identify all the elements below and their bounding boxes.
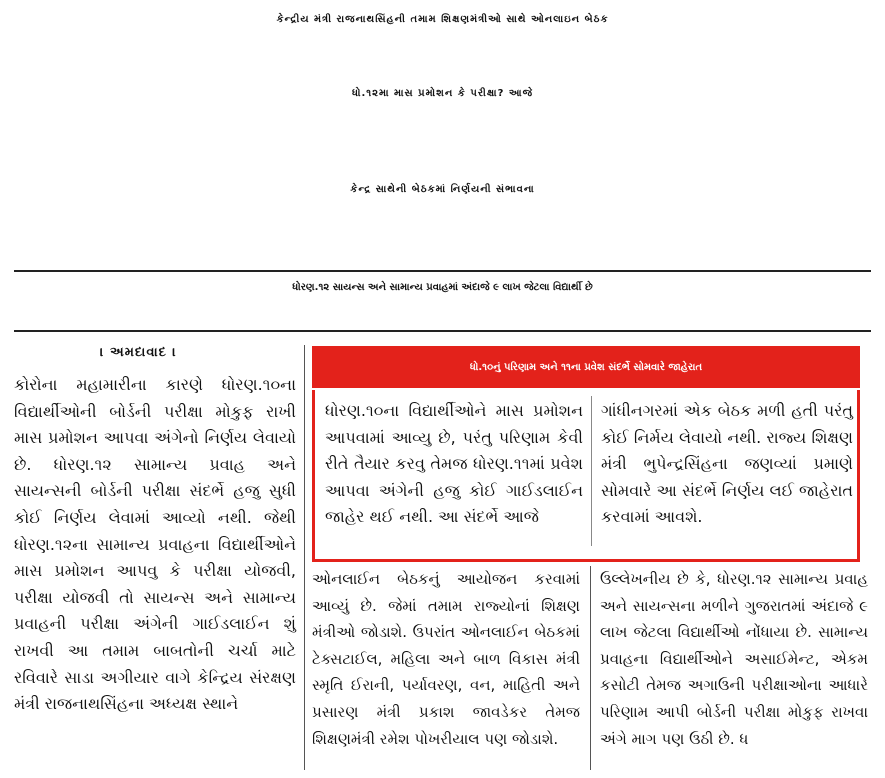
box-column-2-text: ગાંધીનગરમાં એક બેઠક મળી હતી પરંતુ કોઈ નિર્મય લેવાયો નથી. રાજ્ય શિક્ષણ મંત્રી ભુપેન્દ્રસિંહના જણવ્યાં પ્રમાણે સોમવારે આ સંદર્ભે નિર્ણય લઈ જાહેરાત કરવામાં આવશે. bbox=[601, 401, 853, 527]
dateline: । અમદાવાદ । bbox=[100, 345, 177, 360]
headline-line-1: ધો.૧૨મા માસ પ્રમોશન કે પરીક્ષા? આજે bbox=[351, 88, 534, 99]
article-column-4 bbox=[600, 566, 868, 752]
column-3-text: ઓનલાઈન બેઠકનું આયોજન કરવામાં આવ્યું છે. જેમાં તમામ રાજ્યોનાં શિક્ષણ મંત્રીઓ જોડાશે. ઉપરાંત ઓનલાઈન બેઠકમાં ટેક્સટાઈલ, મહિલા અને બાળ વિકાસ મંત્રી સ્મૃતિ ઈરાની, પર્યાવરણ, વન, માહિતી અને પ્રસારણ મંત્રી પ્રકાશ જાવડેકર તેમજ શિક્ષણમંત્રી રમેશ પોખરીયાલ પણ જોડાશે. bbox=[312, 570, 580, 748]
article-column-3 bbox=[312, 566, 580, 752]
box-column-1-text: ધોરણ.૧૦ના વિદ્યાર્થીઓને માસ પ્રમોશન આપવામાં આવ્યુ છે, પરંતુ પરિણામ કેવી રીતે તૈયાર કરવુ તેમજ ધોરણ.૧૧માં પ્રવેશ આપવા અંગેની હજુ કોઈ ગાઈડલાઈન જાહેર થઈ નથી. આ સંદર્ભે આજે bbox=[325, 401, 583, 527]
headline-line-2: કેન્દ્ર સાથેની બેઠકમાં નિર્ણયની સંભાવના bbox=[350, 184, 535, 195]
box-column-1 bbox=[325, 398, 583, 531]
divider-top bbox=[14, 270, 871, 272]
column-separator bbox=[304, 345, 305, 770]
box-column-2 bbox=[601, 398, 853, 531]
box-column-separator bbox=[591, 396, 592, 546]
column-1-text: કોરોના મહામારીના કારણે ધોરણ.૧૦ના વિદ્યાર્થીઓની બોર્ડની પરીક્ષા મોકુફ રાખી માસ પ્રમોશન આપવા અંગેનો નિર્ણય લેવાયો છે. ધોરણ.૧૨ સામાન્ય પ્રવાહ અને સાયન્સની બોર્ડની પરીક્ષા સંદર્ભે હજુ સુધી કોઈ નિર્ણય લેવામાં આવ્યો નથી. જેથી ધોરણ.૧૨ના સામાન્ય પ્રવાહના વિદ્યાર્થીઓને માસ પ્રમોશન આપવુ કે પરીક્ષા યોજવી, પરીક્ષા યોજવી તો સાયન્સ અને સામાન્ય પ્રવાહની પરીક્ષા અંગેની ગાઈડલાઈન શું રાખવી આ તમામ બાબતોની ચર્ચા માટે રવિવારે સાડા અગીયાર વાગે કેન્દ્રિય સંરક્ષણ મંત્રી રાજનાથસિંહના અધ્યક્ષ સ્થાને bbox=[14, 375, 296, 714]
info-box bbox=[312, 390, 860, 562]
column-4-text: ઉલ્લેખનીય છે કે, ધોરણ.૧૨ સામાન્ય પ્રવાહ અને સાયન્સના મળીને ગુજરાતમાં અંદાજે ૯ લાખ જેટલા વિદ્યાર્થીઓ નોંધાયા છે. સામાન્ય પ્રવાહના વિદ્યાર્થીઓને અસાઈમેન્ટ, એકમ કસોટી તેમજ અગાઉની પરીક્ષાઓના આધારે પરિણામ આપી બોર્ડની પરીક્ષા મોકુફ રાખવા અંગે માગ પણ ઉઠી છે. ધ bbox=[600, 570, 868, 748]
kicker: કેન્દ્રીય મંત્રી રાજનાથસિંહની તમામ શિક્ષણમંત્રીઓ સાથે ઓનલાઇન બેઠક bbox=[276, 14, 609, 25]
divider-bottom bbox=[14, 330, 871, 332]
subheadline: ધોરણ.૧૨ સાયન્સ અને સામાન્ય પ્રવાહમાં અંદાજે ૯ લાખ જેટલા વિદ્યાર્થી છે bbox=[292, 282, 593, 293]
column-separator bbox=[590, 566, 591, 770]
article-column-1 bbox=[14, 372, 296, 718]
box-title: ધો.૧૦નું પરિણામ અને ૧૧ના પ્રવેશ સંદર્ભે સોમવારે જાહેરાત bbox=[312, 346, 860, 388]
